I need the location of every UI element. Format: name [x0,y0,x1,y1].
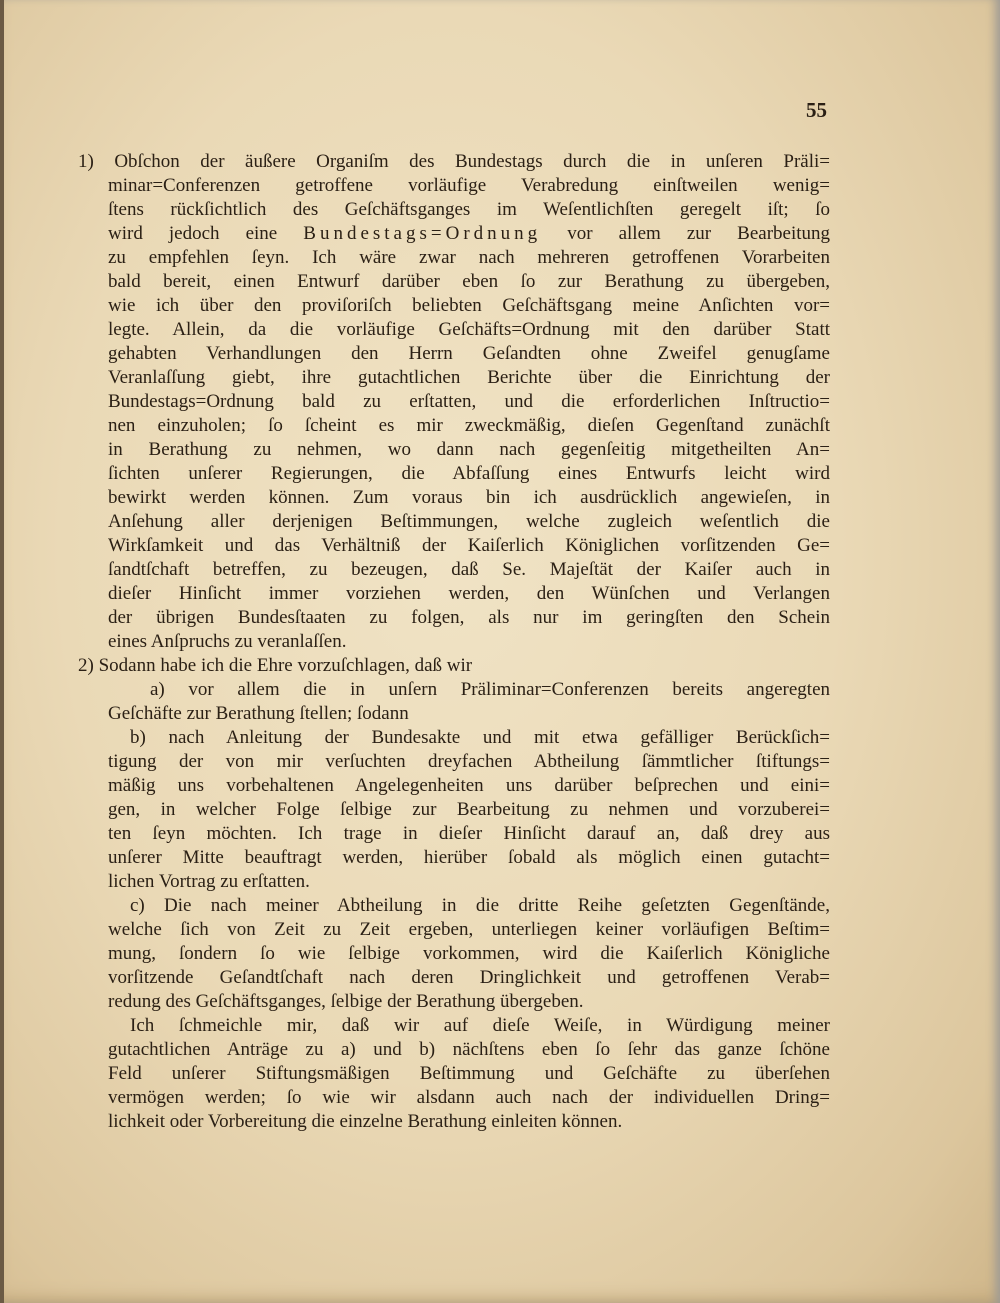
text-line: Feld unſerer Stiftungsmäßigen Beſtimmung und Geſchäfte zu überſehen [108,1063,830,1084]
text-line: eines Anſpruchs zu veranlaſſen. [108,631,347,652]
text-line: lichen Vortrag zu erſtatten. [108,871,310,892]
text-line: 1) Obſchon der äußere Organiſm des Bundestags durch die in unſeren Präli= [78,151,830,172]
text-line: minar=Conferenzen getroffene vorläufige Verabredung einſtweilen wenig= [108,175,830,196]
text-line: tigung der von mir verſuchten dreyfachen Abtheilung ſämmtlicher ſtiftungs= [108,751,830,772]
text-line: unſerer Mitte beauftragt werden, hierüber ſobald als möglich einen gutacht= [108,847,830,868]
text-line: vorſitzende Geſandtſchaft nach deren Dringlichkeit und getroffenen Verab= [108,967,830,988]
text-line: wie ich über den proviſoriſch beliebten Geſchäftsgang meine Anſichten vor= [108,295,830,316]
text-line: ſichten unſerer Regierungen, die Abfaſſung eines Entwurfs leicht wird [108,463,830,484]
text-line: legte. Allein, da die vorläufige Geſchäfts=Ordnung mit den darüber Statt [108,319,830,340]
text-line: Geſchäfte zur Berathung ſtellen; ſodann [108,703,409,724]
text-line: gutachtlichen Anträge zu a) und b) nächſtens eben ſo ſehr das ganze ſchöne [108,1039,830,1060]
text-line: mäßig uns vorbehaltenen Angelegenheiten uns darüber beſprechen und eini= [108,775,830,796]
text-line: vermögen werden; ſo wie wir alsdann auch nach der individuellen Dring= [108,1087,830,1108]
text-line: Wirkſamkeit und das Verhältniß der Kaiſerlich Königlichen vorſitzenden Ge= [108,535,830,556]
text-line: a) vor allem die in unſern Präliminar=Conferenzen bereits angeregten [150,679,830,700]
text-line: b) nach Anleitung der Bundesakte und mit etwa gefälliger Berückſich= [130,727,830,748]
text-line: Anſehung aller derjenigen Beſtimmungen, welche zugleich weſentlich die [108,511,830,532]
text-line: c) Die nach meiner Abtheilung in die dritte Reihe geſetzten Gegenſtände, [130,895,830,916]
text-line: redung des Geſchäftsganges, ſelbige der Berathung übergeben. [108,991,584,1012]
text-line: mung, ſondern ſo wie ſelbige vorkommen, wird die Kaiſerlich Königliche [108,943,830,964]
text-line: ſtens rückſichtlich des Geſchäftsganges im Weſentlichſten geregelt iſt; ſo [108,199,830,220]
paragraph-2 [0,654,1000,1134]
text-line: nen einzuholen; ſo ſcheint es mir zweckmäßig, dieſen Gegenſtand zunächſt [108,415,830,436]
text-block [0,150,1000,1134]
text-line: 2) Sodann habe ich die Ehre vorzuſchlagen, daß wir [78,655,473,676]
paragraph-1 [0,150,1000,654]
text-line: bewirkt werden können. Zum voraus bin ich ausdrücklich angewieſen, in [108,487,830,508]
text-line: lichkeit oder Vorbereitung die einzelne Berathung einleiten können. [108,1111,623,1132]
page-number: 55 [806,98,827,122]
text-line [108,222,830,246]
text-line: in Berathung zu nehmen, wo dann nach gegenſeitig mitgetheilten An= [108,439,830,460]
text-line: welche ſich von Zeit zu Zeit ergeben, unterliegen keiner vorläufigen Beſtim= [108,919,830,940]
text-fragment: wird jedoch eine [108,223,278,244]
text-line: ſandtſchaft betreffen, zu bezeugen, daß Se. Majeſtät der Kaiſer auch in [108,559,830,580]
text-line: der übrigen Bundesſtaaten zu folgen, als nur im geringſten den Schein [108,607,830,628]
text-line: gehabten Verhandlungen den Herrn Geſandten ohne Zweifel genugſame [108,343,830,364]
spaced-text: Bundestags=Ordnung [303,223,542,244]
text-line: dieſer Hinſicht immer vorziehen werden, den Wünſchen und Verlangen [108,583,830,604]
text-fragment: vor allem zur Bearbeitung [567,223,830,244]
text-line: bald bereit, einen Entwurf darüber eben ſo zur Berathung zu übergeben, [108,271,830,292]
text-line: gen, in welcher Folge ſelbige zur Bearbeitung zu nehmen und vorzuberei= [108,799,830,820]
text-line: Bundestags=Ordnung bald zu erſtatten, und die erforderlichen Inſtructio= [108,391,830,412]
text-line: Ich ſchmeichle mir, daß wir auf dieſe Weiſe, in Würdigung meiner [130,1015,830,1036]
text-line: zu empfehlen ſeyn. Ich wäre zwar nach mehreren getroffenen Vorarbeiten [108,247,830,268]
text-line: ten ſeyn möchten. Ich trage in dieſer Hinſicht darauf an, daß drey aus [108,823,830,844]
text-line: Veranlaſſung giebt, ihre gutachtlichen Berichte über die Einrichtung der [108,367,830,388]
